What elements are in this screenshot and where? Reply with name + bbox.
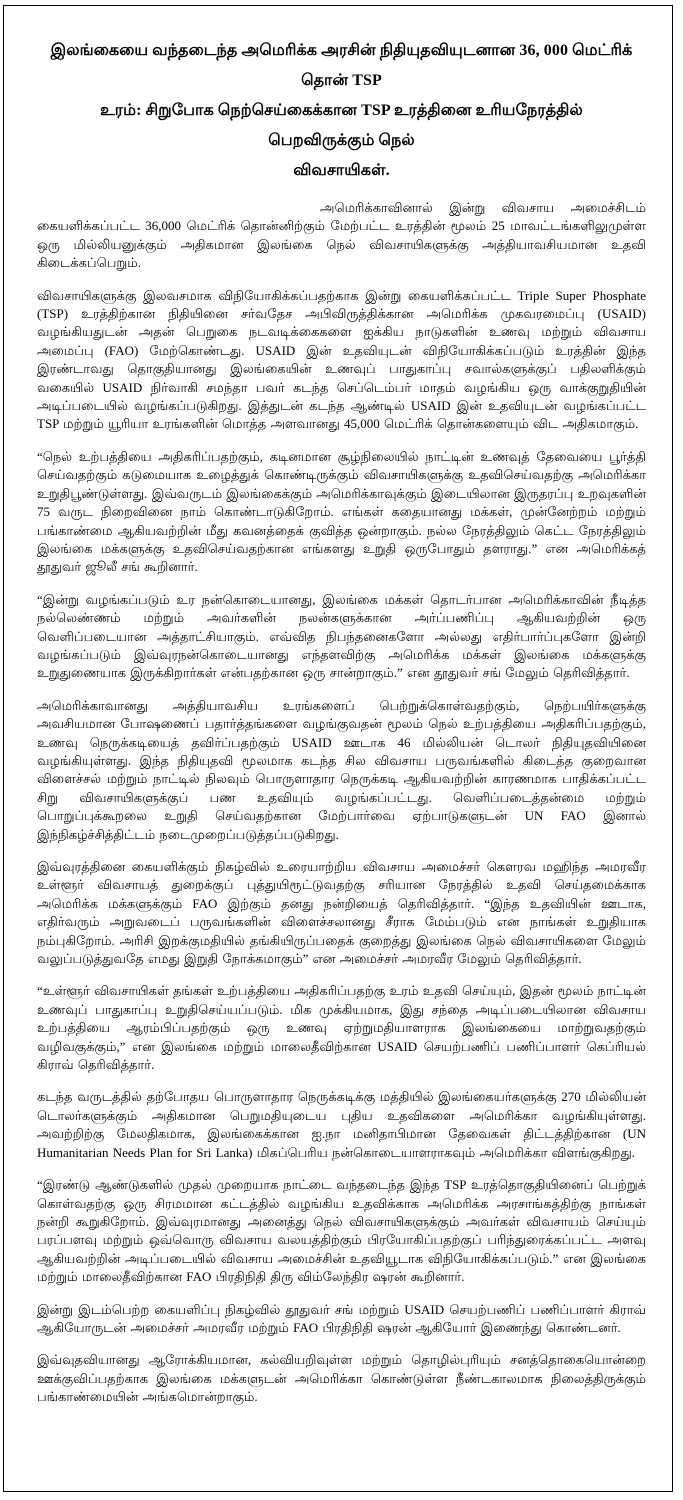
title-line-2: உரம்: சிறுபோக நெற்செய்கைக்கான TSP உரத்தினை உரியநேரத்தில் பெறவிருக்கும் நெல் xyxy=(100,102,583,149)
paragraph-4: “இன்று வழங்கப்படும் உர நன்கொடையானது, இலங்கை மக்கள் தொடர்பான அமெரிக்காவின் நீடித்த நல்லெண்ணம் மற்றும் அவர்களின் நலன்களுக்கான அர்ப்பணிப்பு ஆகியவற்றின் ஒரு வெளிப்படையான அத்தாட்சியாகும். எவ்வித நிபந்தனைகளோ அல்லது எதிர்பார்ப்புகளோ இன்றி வழங்கப்படும் இவ்வுரநன்கொடையானது எந்தளவிற்கு அமெரிக்க மக்கள் இலங்கை மக்களுக்கு உறுதுணையாக இருக்கிறார்கள் என்பதற்கான ஒரு சான்றாகும்.” என தூதுவர் சங் மேலும் தெரிவித்தார். xyxy=(37,591,646,681)
title-line-1: இலங்கையை வந்தடைந்த அமெரிக்க அரசின் நிதியுதவியுடனான 36, 000 மெட்ரிக் தொன் TSP xyxy=(50,42,633,89)
document-page xyxy=(3,5,673,1492)
paragraph-11: இவ்வுதவியானது ஆரோக்கியமான, கல்வியறிவுள்ள மற்றும் தொழில்புரியும் சனத்தொகையொன்றை ஊக்குவிப்பதற்காக இலங்கை மக்களுடன் அமெரிக்கா கொண்டுள்ள நீண்டகாலமாக நிலைத்திருக்கும் பங்காண்மையின் அங்கமொன்றாகும். xyxy=(37,1352,646,1405)
title-line-3: விவசாயிகள். xyxy=(293,162,390,179)
paragraph-1: அமெரிக்காவினால் இன்று விவசாய அமைச்சிடம் கையளிக்கப்பட்ட 36,000 மெட்ரிக் தொன்னிற்கும் மேற்பட்ட உரத்தின் மூலம் 25 மாவட்டங்களிலுமுள்ள ஒரு மில்லியனுக்கும் அதிகமான இலங்கை நெல் விவசாயிகளுக்கு அத்தியாவசியமான உதவி கிடைக்கப்பெறும். xyxy=(37,200,646,271)
paragraph-2: விவசாயிகளுக்கு இலவசமாக விநியோகிக்கப்பதற்காக இன்று கையளிக்கப்பட்ட Triple Super Phosphate (TSP) உரத்திற்கான நிதியினை சர்வதேச அபிவிருத்திக்கான அமெரிக்க முகவரமைப்பு (USAID) வழங்கியதுடன் அதன் பெறுகை நடவடிக்கைகளை ஐக்கிய நாடுகளின் உணவு மற்றும் விவசாய அமைப்பு (FAO) மேற்கொண்டது. USAID இன் உதவியுடன் விநியோகிக்கப்படும் உரத்தின் இந்த இரண்டாவது தொகுதியானது இலங்கையின் உணவுப் பாதுகாப்பு சவால்களுக்குப் பதிலளிக்கும் வகையில் USAID நிர்வாகி சமந்தா பவர் கடந்த செப்டெம்பர் மாதம் வழங்கிய ஒரு வாக்குறுதியின் அடிப்படையில் வழங்கப்படுகிறது. இத்துடன் கடந்த ஆண்டில் USAID இன் உதவியுடன் வழங்கப்பட்ட TSP மற்றும் யூரியா உரங்களின் மொத்த அளவானது 45,000 மெட்ரிக் தொன்களையும் விட அதிகமாகும். xyxy=(37,287,646,432)
paragraph-8: கடந்த வருடத்தில் தற்போதய பொருளாதார நெருக்கடிக்கு மத்தியில் இலங்கையர்களுக்கு 270 மில்லியன் டொலர்களுக்கும் அதிகமான பெறுமதியுடைய புதிய உதவிகளை அமெரிக்கா வழங்கியுள்ளது. அவற்றிற்கு மேலதிகமாக, இலங்கைக்கான ஐ.நா மனிதாபிமான தேவைகள் திட்டத்திற்கான (UN Humanitarian Needs Plan for Sri Lanka) மிகப்பெரிய நன்கொடையாளராகவும் அமெரிக்கா விளங்குகிறது. xyxy=(37,1089,646,1160)
paragraph-7: “உள்ளூர் விவசாயிகள் தங்கள் உற்பத்தியை அதிகரிப்பதற்கு உரம் உதவி செய்யும், இதன் மூலம் நாட்டின் உணவுப் பாதுகாப்பு உறுதிசெய்யப்படும். மிக முக்கியமாக, இது சந்தை அடிப்படையிலான விவசாய உற்பத்தியை ஆரம்பிப்பதற்கும் ஒரு உணவு ஏற்றுமதியாளராக இலங்கையை மாற்றுவதற்கும் வழிவகுக்கும்,” என இலங்கை மற்றும் மாலைதீவிற்கான USAID செயற்பணிப் பணிப்பாளர் கெப்ரியல் கிராவ் தெரிவித்தார். xyxy=(37,983,646,1073)
paragraph-5: அமெரிக்காவானது அத்தியாவசிய உரங்களைப் பெற்றுக்கொள்வதற்கும், நெற்பயிர்களுக்கு அவசியமான போஷணைப் பதார்த்தங்களை வழங்குவதன் மூலம் நெல் உற்பத்தியை அதிகரிப்பதற்கும், உணவு நெருக்கடியைத் தவிர்ப்பதற்கும் USAID ஊடாக 46 மில்லியன் டொலர் நிதியுதவியினை வழங்கியுள்ளது. இந்த நிதியுதவி மூலமாக கடந்த சில விவசாய பருவங்களில் கிடைத்த குறைவான விளைச்சல் மற்றும் நாட்டில் நிலவும் பொருளாதார நெருக்கடி ஆகியவற்றின் காரணமாக பாதிக்கப்பட்ட சிறு விவசாயிகளுக்குப் பண உதவியும் வழங்கப்பட்டது. வெளிப்படைத்தன்மை மற்றும் பொறுப்புக்கூறலை உறுதி செய்வதற்கான மேற்பார்வை ஏற்பாடுகளுடன் UN FAO இனால் இந்நிகழ்ச்சித்திட்டம் நடைமுறைப்படுத்தப்படுகிறது. xyxy=(37,697,646,842)
paragraph-9: “இரண்டு ஆண்டுகளில் முதல் முறையாக நாட்டை வந்தடைந்த இந்த TSP உரத்தொகுதியினைப் பெற்றுக் கொள்வதற்கு ஒரு சிரமமான கட்டத்தில் வழங்கிய உதவிக்காக அமெரிக்க அரசாங்கத்திற்கு நாங்கள் நன்றி கூறுகிறோம். இவ்வுரமானது அனைத்து நெல் விவசாயிகளுக்கும் அவர்கள் விவசாயம் செய்யும் பரப்பளவு மற்றும் ஒவ்வொரு விவசாய வலயத்திற்கும் பிரயோகிப்பதற்குப் பரிந்துரைக்கப்பட்ட அளவு ஆகியவற்றின் அடிப்படையில் விவசாய அமைச்சின் உதவியூடாக விநியோகிக்கப்படும்.” என இலங்கை மற்றும் மாலைதீவிற்கான FAO பிரதிநிதி திரு விம்லேந்திர ஷரன் கூறினார். xyxy=(37,1177,646,1285)
paragraph-10: இன்று இடம்பெற்ற கையளிப்பு நிகழ்வில் தூதுவர் சங் மற்றும் USAID செயற்பணிப் பணிப்பாளர் கிராவ் ஆகியோருடன் அமைச்சர் அமரவீர மற்றும் FAO பிரதிநிதி ஷரன் ஆகியோர் இணைந்து கொண்டனர். xyxy=(37,1301,646,1335)
paragraph-6: இவ்வுரத்தினை கையளிக்கும் நிகழ்வில் உரையாற்றிய விவசாய அமைச்சர் கௌரவ மஹிந்த அமரவீர உள்ளூர் விவசாயத் துறைக்குப் புத்துயிரூட்டுவதற்கு சரியான நேரத்தில் உதவி செய்தமைக்காக அமெரிக்க மக்களுக்கும் FAO இற்கும் தனது நன்றியைத் தெரிவித்தார். “இந்த உதவியின் ஊடாக, எதிர்வரும் அறுவடைப் பருவங்களின் விளைச்சலானது சீராக மேம்படும் என நாங்கள் உறுதியாக நம்புகிறோம். அரிசி இறக்குமதியில் தங்கியிருப்பதைக் குறைத்து இலங்கை நெல் விவசாயிகளை மேலும் வலுப்படுத்துவதே எமது இறுதி நோக்கமாகும்” என அமைச்சர் அமரவீர மேலும் தெரிவித்தார். xyxy=(37,859,646,967)
document-title xyxy=(49,36,634,186)
paragraph-3: “நெல் உற்பத்தியை அதிகரிப்பதற்கும், கடினமான சூழ்நிலையில் நாட்டின் உணவுத் தேவையை பூர்த்தி செய்வதற்கும் கடுமையாக உழைத்துக் கொண்டிருக்கும் விவசாயிகளுக்கு உதவிசெய்வதற்கு அமெரிக்கா உறுதிபூண்டுள்ளது. இவ்வருடம் இலங்கைக்கும் அமெரிக்காவுக்கும் இடையிலான இருதரப்பு உறவுகளின் 75 வருட நிறைவினை நாம் கொண்டாடுகிறோம். எங்கள் கதையானது மக்கள், முன்னேற்றம் மற்றும் பங்காண்மை ஆகியவற்றின் மீது கவனத்தைக் குவித்த ஒன்றாகும். நல்ல நேரத்திலும் கெட்ட நேரத்திலும் இலங்கை மக்களுக்கு உதவிசெய்வதற்கான எங்களது உறுதி ஒருபோதும் தளராது.” என அமெரிக்கத் தூதுவர் ஜூலீ சங் கூறினார். xyxy=(37,448,646,575)
